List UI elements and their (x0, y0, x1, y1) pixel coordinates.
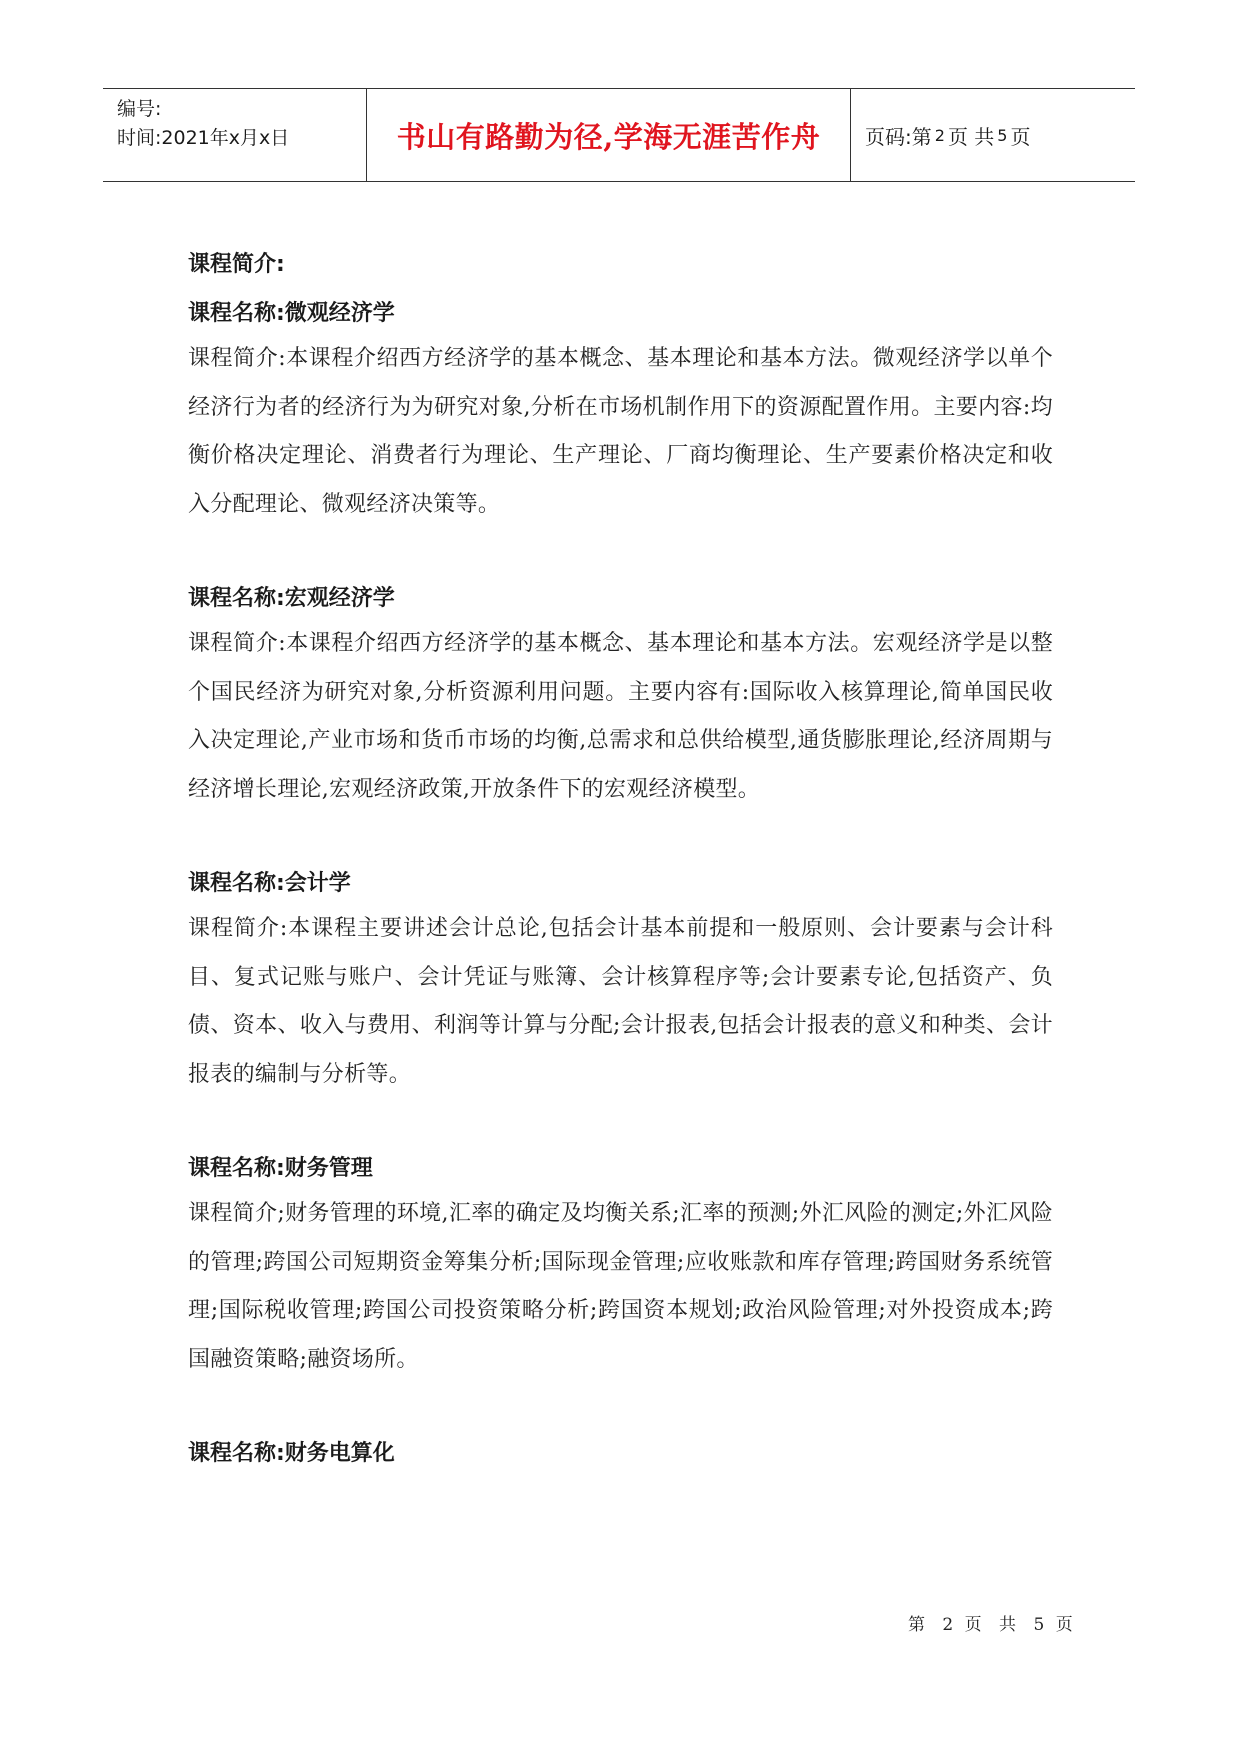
page-suffix: 页 (1010, 124, 1031, 149)
document-number-label: 编号: (117, 98, 162, 120)
document-time: 时间:2021年x月x日 (117, 127, 290, 149)
footer-total: 5 (1033, 1615, 1045, 1635)
course-name: 课程名称:微观经济学 (188, 301, 395, 326)
document-body (188, 250, 1053, 1469)
page-prefix: 页码:第 (865, 124, 932, 149)
footer-prefix: 第 (908, 1615, 931, 1635)
course-section (188, 584, 1053, 814)
footer-suffix: 页 (1055, 1615, 1079, 1635)
course-section (188, 299, 1053, 529)
footer-mid: 页 共 (964, 1615, 1023, 1635)
course-intro: 课程简介:本课程介绍西方经济学的基本概念、基本理论和基本方法。宏观经济学是以整个国民经济为研究对象,分析资源利用问题。主要内容有:国际收入核算理论,简单国民收入决定理论,产业市场和货币市场的均衡,总需求和总供给模型,通货膨胀理论,经济周期与经济增长理论,宏观经济政策,开放条件下的宏观经济模型。 (188, 631, 1053, 802)
page-footer (908, 1610, 1079, 1635)
footer-current: 2 (942, 1615, 954, 1635)
page-mid: 页 共 (947, 124, 995, 149)
course-name: 课程名称:财务管理 (188, 1156, 373, 1181)
course-section (188, 1154, 1053, 1384)
course-section (188, 1439, 1053, 1469)
intro-heading: 课程简介: (188, 252, 285, 277)
course-name: 课程名称:宏观经济学 (188, 586, 395, 611)
course-name: 课程名称:财务电算化 (188, 1441, 395, 1466)
page-header (103, 88, 1135, 182)
page-current: 2 (934, 125, 945, 145)
course-intro: 课程简介:本课程主要讲述会计总论,包括会计基本前提和一般原则、会计要素与会计科目、复式记账与账户、会计凭证与账簿、会计核算程序等;会计要素专论,包括资产、负债、资本、收入与费用、利润等计算与分配;会计报表,包括会计报表的意义和种类、会计报表的编制与分析等。 (188, 916, 1053, 1087)
header-motto: 书山有路勤为径,学海无涯苦作舟 (366, 89, 851, 181)
page-total: 5 (997, 125, 1008, 145)
course-name: 课程名称:会计学 (188, 871, 351, 896)
header-page-indicator (851, 89, 1135, 181)
course-section (188, 869, 1053, 1099)
course-intro: 课程简介:本课程介绍西方经济学的基本概念、基本理论和基本方法。微观经济学以单个经济行为者的经济行为为研究对象,分析在市场机制作用下的资源配置作用。主要内容:均衡价格决定理论、消费者行为理论、生产理论、厂商均衡理论、生产要素价格决定和收入分配理论、微观经济决策等。 (188, 346, 1053, 517)
course-intro: 课程简介;财务管理的环境,汇率的确定及均衡关系;汇率的预测;外汇风险的测定;外汇风险的管理;跨国公司短期资金筹集分析;国际现金管理;应收账款和库存管理;跨国财务系统管理;国际税收管理;跨国公司投资策略分析;跨国资本规划;政治风险管理;对外投资成本;跨国融资策略;融资场所。 (188, 1201, 1053, 1372)
header-meta (103, 89, 366, 181)
